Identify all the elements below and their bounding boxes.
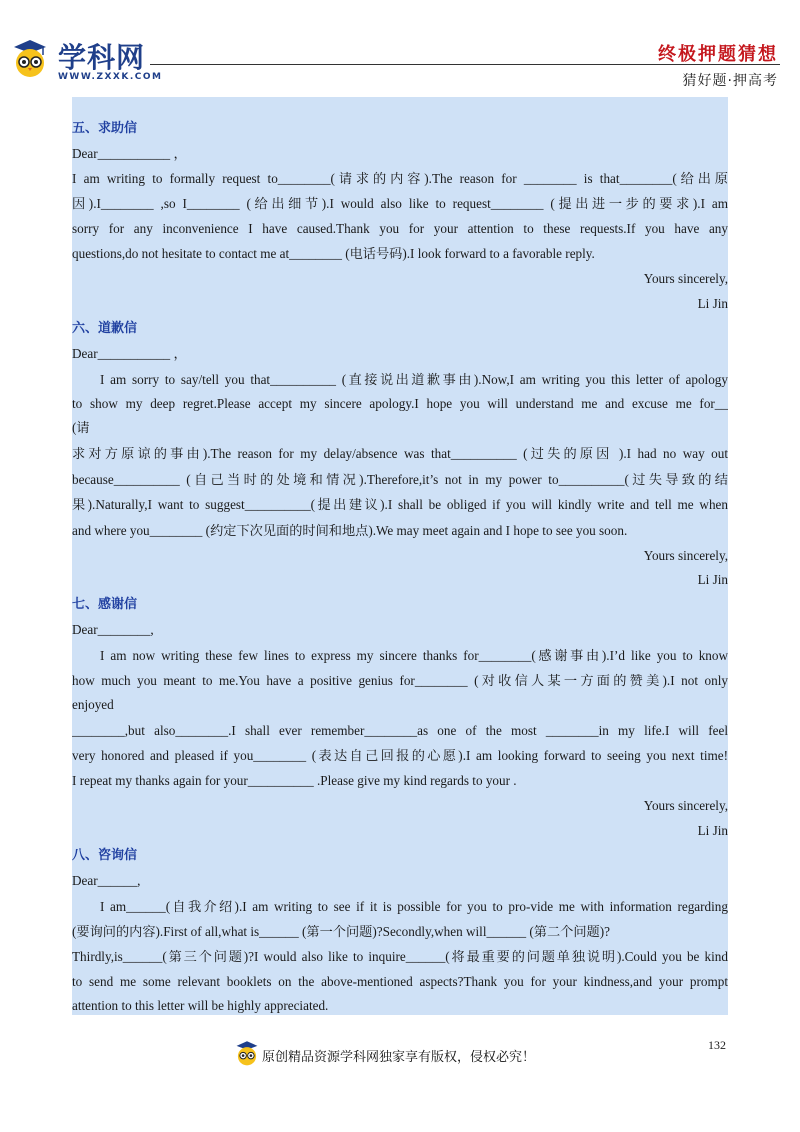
owl-mascot-icon [234,1040,260,1066]
body-line: to show my deep regret.Please accept my sincere apology.I hope you will understand me and excuse me for__ [72,396,728,411]
document-body [72,97,728,1015]
body-line: I am now writing these few lines to express my sincere thanks for________(感谢事由).I’d like you to know [100,648,728,663]
section-heading-thanks-letter: 七、感谢信 [72,597,138,612]
body-line: ________,but also________.I shall ever remember________as one of the most ________in my life.I will feel [72,723,728,738]
salutation: Dear___________ ， [72,346,187,361]
body-line: attention to this letter will be highly appreciated. [72,998,329,1013]
closing: Yours sincerely, [643,798,728,813]
body-line: because__________ (自己当时的处境和情况).Therefore,it’s not in my power to__________(过失导致的结 [72,472,728,487]
owl-mascot-icon [10,38,50,78]
copyright-notice: 原创精品资源学科网独家享有版权，侵权必究！ [262,1050,536,1065]
body-line: I am sorry to say/tell you that__________ (直接说出道歉事由).Now,I am writing you this letter of apology [100,372,728,387]
body-line: how much you meant to me.You have a positive genius for________ (对收信人某一方面的赞美).I not only [72,673,728,688]
slogan-title: 终极押题猜想 [658,44,778,65]
body-line: I am writing to formally request to________(请求的内容).The reason for ________ is that________(给出原 [72,171,728,186]
body-line: questions,do not hesitate to contact me at________ (电话号码).I look forward to a favorable reply. [72,246,595,261]
body-line: I repeat my thanks again for your__________ .Please give my kind regards to your . [72,773,517,788]
body-line: and where you________ (约定下次见面的时间和地点).We may meet again and I hope to see you soon. [72,523,628,538]
body-line: very honored and pleased if you________ (表达自己回报的心愿).I am looking forward to seeing you next time! [72,748,728,763]
body-line: (请 [72,420,90,435]
salutation: Dear___________ ， [72,146,187,161]
body-line: 因).I________ ,so I________ (给出细节).I would also like to request________ (提出进一步的要求).I am [72,196,728,211]
salutation: Dear______, [72,873,141,888]
slogan-subtitle: 猜好题·押高考 [682,73,778,89]
section-heading-apology-letter: 六、道歉信 [72,321,138,336]
page-number: 132 [708,1038,726,1052]
page-header [0,0,800,92]
body-line: sorry for any inconvenience I have caused.Thank you for your attention to these requests.If you have any [72,221,728,236]
body-line: to send me some relevant booklets on the above-mentioned aspects?Thank you for your kindness,and your prompt [72,974,728,989]
body-line: enjoyed [72,697,114,712]
body-line: 果).Naturally,I want to suggest__________(提出建议).I shall be obliged if you will kindly write and tell me when [72,497,728,512]
body-line: Thirdly,is______(第三个问题)?I would also like to inquire______(将最重要的问题单独说明).Could you be kind [72,949,728,964]
closing: Yours sincerely, [643,548,728,563]
signature: Li Jin [697,296,728,311]
section-heading-help-letter: 五、求助信 [72,121,138,136]
body-line: I am______(自我介绍).I am writing to see if it is possible for you to pro-vide me with information regarding [100,899,728,914]
salutation: Dear________, [72,622,154,637]
logo-wordmark: 学科网 [58,41,146,74]
body-line: 求对方原谅的事由).The reason for my delay/absence was that__________ (过失的原因 ).I had no way out [72,446,728,461]
logo-url: WWW.ZXXK.COM [58,72,163,82]
signature: Li Jin [697,823,728,838]
section-heading-inquiry-letter: 八、咨询信 [72,848,138,863]
body-line: (要询问的内容).First of all,what is______ (第一个问题)?Secondly,when will______ (第二个问题)? [72,924,610,939]
closing: Yours sincerely, [643,271,728,286]
signature: Li Jin [697,572,728,587]
